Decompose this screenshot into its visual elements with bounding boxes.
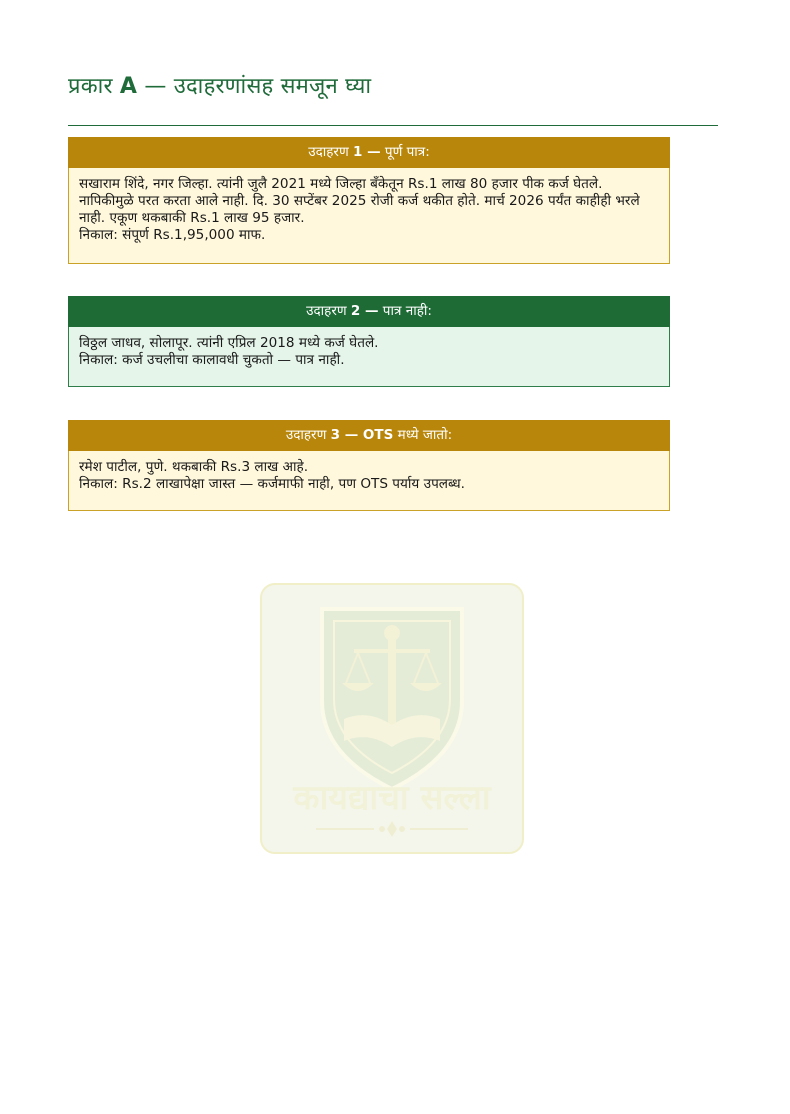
- watermark-logo: [260, 583, 524, 854]
- watermark-text: कायद्याचा सल्ला: [293, 778, 491, 818]
- title-letter: A: [119, 74, 138, 99]
- example-3-result: निकाल: Rs.2 लाखापेक्षा जास्त — कर्जमाफी नाही, पण OTS पर्याय उपलब्ध.: [79, 476, 465, 492]
- title-prefix: प्रकार: [68, 74, 120, 99]
- title-rest: — उदाहरणांसह समजून घ्या: [137, 74, 372, 99]
- example-2-description: विठ्ठल जाधव, सोलापूर. त्यांनी एप्रिल 2018 मध्ये कर्ज घेतले.: [79, 335, 379, 351]
- page-title: [68, 70, 371, 100]
- example-2-result: निकाल: कर्ज उचलीचा कालावधी चुकतो — पात्र नाही.: [79, 352, 345, 368]
- example-1-title-prefix: उदाहरण: [308, 144, 354, 160]
- example-card-3: [68, 420, 670, 511]
- example-1-result: निकाल: संपूर्ण Rs.1,95,000 माफ.: [79, 227, 266, 243]
- example-card-1-header: [68, 137, 670, 168]
- example-3-description: रमेश पाटील, पुणे. थकबाकी Rs.3 लाख आहे.: [79, 459, 309, 475]
- example-1-title-suffix: पूर्ण पात्र:: [380, 144, 430, 160]
- example-card-1-body: [68, 168, 670, 264]
- example-2-number: 2 —: [350, 303, 379, 319]
- example-card-2-header: [68, 296, 670, 327]
- example-card-2-body: [68, 327, 670, 387]
- example-card-2: [68, 296, 670, 387]
- title-divider: [68, 125, 718, 126]
- example-3-number: 3 — OTS: [330, 427, 394, 443]
- example-1-number: 1 —: [353, 144, 381, 160]
- example-card-3-header: [68, 420, 670, 451]
- example-3-title-suffix: मध्ये जातो:: [393, 427, 453, 443]
- example-card-3-body: [68, 451, 670, 511]
- example-1-description: सखाराम शिंदे, नगर जिल्हा. त्यांनी जुलै 2021 मध्ये जिल्हा बँकेतून Rs.1 लाख 80 हजार पीक कर्ज घेतले. नापिकीमुळे परत करता आले नाही. दि. 30 सप्टेंबर 2025 रोजी कर्ज थकीत होते. मार्च 2026 पर्यंत काहीही भरले नाही. एकूण थकबाकी Rs.1 लाख 95 हजार.: [79, 176, 640, 226]
- watermark-logo-icon: [260, 583, 524, 854]
- example-card-1: [68, 137, 670, 264]
- example-2-title-prefix: उदाहरण: [306, 303, 351, 319]
- example-2-title-suffix: पात्र नाही:: [378, 303, 432, 319]
- example-3-title-prefix: उदाहरण: [285, 427, 331, 443]
